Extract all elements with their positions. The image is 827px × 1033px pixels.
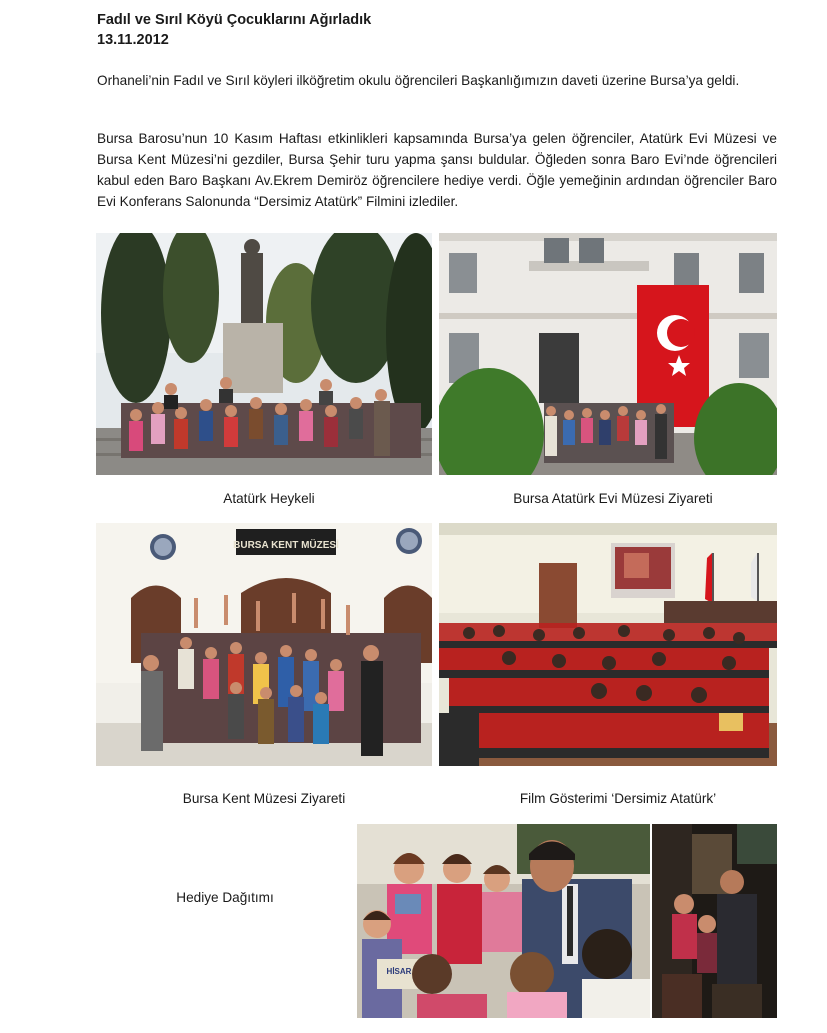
caption-statue: Atatürk Heykeli (223, 491, 315, 506)
photo-city-museum (96, 523, 432, 766)
photo-gift-distribution-2 (652, 824, 777, 1018)
caption-museum: Bursa Kent Müzesi Ziyareti (182, 791, 346, 806)
book-cover-text: HİSAR (386, 967, 412, 976)
intro-paragraph: Orhaneli’nin Fadıl ve Sırıl köyleri ilköğretim okulu öğrencileri Başkanlığımızın daveti üzerine Bursa’ya geldi. (97, 73, 740, 88)
museum-sign-text: BURSA KENT MÜZESİ (233, 540, 339, 551)
caption-film: Film Gösterimi ‘Dersimiz Atatürk’ (519, 791, 717, 806)
caption-house: Bursa Atatürk Evi Müzesi Ziyareti (513, 491, 713, 506)
article-date: 13.11.2012 (97, 32, 169, 48)
caption-gifts: Hediye Dağıtımı (176, 890, 274, 905)
photo-ataturk-statue (96, 233, 432, 475)
article-title: Fadıl ve Sırıl Köyü Çocuklarını Ağırladık (97, 12, 372, 28)
photo-ataturk-house (439, 233, 777, 475)
photo-film-screening (439, 523, 777, 766)
photo-gift-distribution (357, 824, 650, 1018)
body-paragraph: Bursa Barosu’nun 10 Kasım Haftası etkinlikleri kapsamında Bursa’ya gelen öğrenciler, Atatürk Evi Müzesi ve Bursa Kent Müzesi’ni gezdiler, Bursa Şehir turu yapma şansı buldular. Öğleden sonra Baro Evi’nde öğrencileri kabul eden Baro Başkanı Av.Ekrem Demiröz öğrencilere hediye verdi. Öğle yemeğinin ardından öğrenciler Baro Evi Konferans Salonunda “Dersimiz Atatürk” Filmini izlediler. (97, 131, 777, 209)
